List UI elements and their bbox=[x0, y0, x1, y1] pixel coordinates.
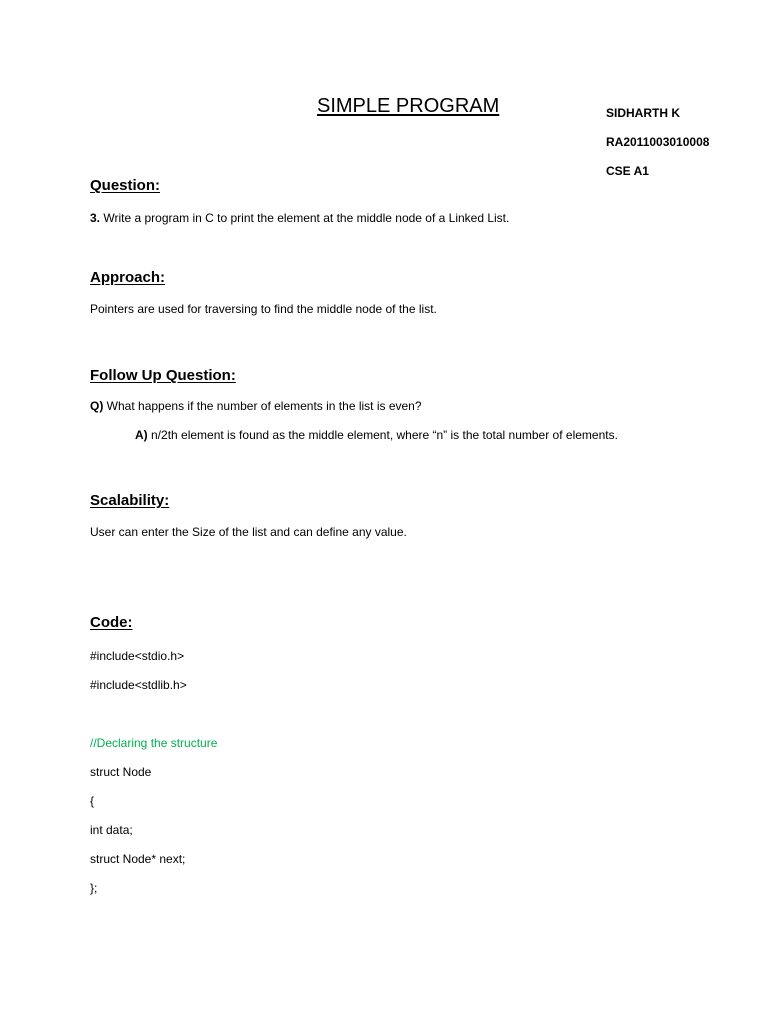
scalability-heading: Scalability: bbox=[90, 492, 170, 509]
code-line: }; bbox=[90, 881, 98, 895]
follow-up-heading: Follow Up Question: bbox=[90, 367, 236, 384]
author-register-number: RA2011003010008 bbox=[606, 135, 710, 149]
approach-text: Pointers are used for traversing to find the middle node of the list. bbox=[90, 302, 437, 316]
question-body: Write a program in C to print the element at the middle node of a Linked List. bbox=[100, 211, 510, 225]
follow-up-a-label: A) bbox=[135, 428, 148, 442]
author-class: CSE A1 bbox=[606, 164, 649, 178]
code-line: { bbox=[90, 794, 95, 808]
code-line: struct Node bbox=[90, 765, 152, 779]
code-heading: Code: bbox=[90, 614, 133, 631]
approach-heading: Approach: bbox=[90, 269, 165, 286]
scalability-text: User can enter the Size of the list and can define any value. bbox=[90, 525, 407, 539]
follow-up-question bbox=[90, 399, 422, 413]
code-comment: //Declaring the structure bbox=[90, 736, 218, 750]
code-line: int data; bbox=[90, 823, 133, 837]
follow-up-a-text: n/2th element is found as the middle element, where “n” is the total number of elements. bbox=[147, 428, 618, 442]
code-line: struct Node* next; bbox=[90, 852, 186, 866]
author-name: SIDHARTH K bbox=[606, 106, 680, 120]
code-line: #include<stdio.h> bbox=[90, 649, 185, 663]
document-title: SIMPLE PROGRAM bbox=[317, 95, 500, 117]
follow-up-q-text: What happens if the number of elements in the list is even? bbox=[103, 399, 422, 413]
question-heading: Question: bbox=[90, 177, 160, 194]
follow-up-q-label: Q) bbox=[90, 399, 104, 413]
code-line: #include<stdlib.h> bbox=[90, 678, 187, 692]
follow-up-answer bbox=[135, 428, 618, 442]
question-text bbox=[90, 211, 509, 225]
question-number: 3. bbox=[90, 211, 101, 225]
